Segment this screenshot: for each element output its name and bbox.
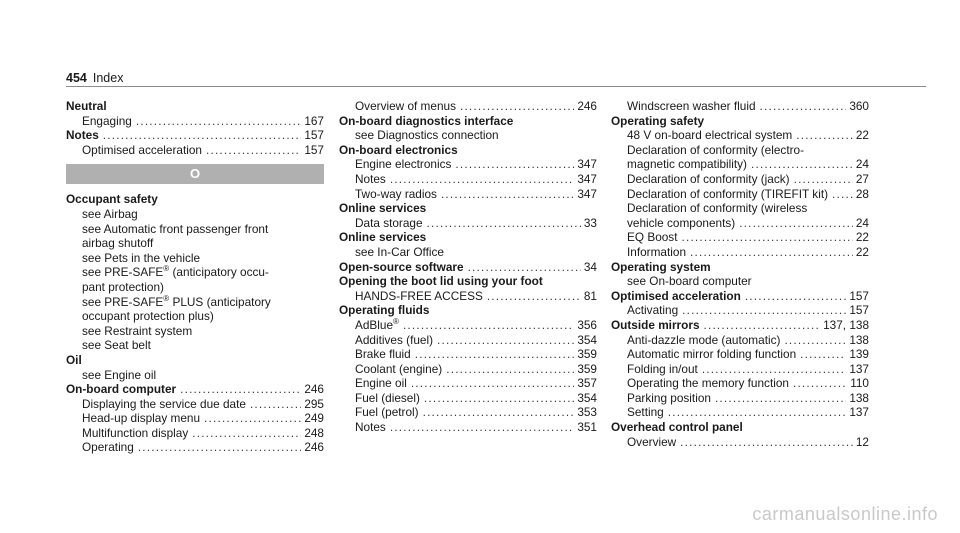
index-subentry[interactable]: magnetic compatibility) ..... 24 <box>611 157 869 172</box>
index-subentry[interactable]: Activating ..... 157 <box>611 303 869 318</box>
index-subentry[interactable]: HANDS-FREE ACCESS ..... 81 <box>339 289 597 304</box>
index-subentry[interactable]: Overview ..... 12 <box>611 435 869 450</box>
section-title: Index <box>92 71 124 85</box>
index-subentry[interactable]: 48 V on-board electrical system ..... 22 <box>611 128 869 143</box>
index-entry[interactable]: Optimised acceleration ..... 157 <box>611 289 869 304</box>
header-divider <box>66 86 926 87</box>
index-subentry[interactable]: Operating the memory function ..... 110 <box>611 376 869 391</box>
index-entry[interactable]: On-board computer ..... 246 <box>66 382 324 397</box>
index-subentry[interactable]: Displaying the service due date ..... 295 <box>66 397 324 412</box>
index-subentry[interactable]: Declaration of conformity (electro- <box>627 142 805 157</box>
index-subentry[interactable]: Declaration of conformity (wireless <box>627 201 808 216</box>
index-entry[interactable]: Outside mirrors ..... 137, 138 <box>611 318 869 333</box>
index-subentry[interactable]: Fuel (petrol) ..... 353 <box>339 405 597 420</box>
index-subentry[interactable]: Data storage ..... 33 <box>339 216 597 231</box>
index-subentry[interactable]: Anti-dazzle mode (automatic) ..... 138 <box>611 333 869 348</box>
page-header <box>66 71 123 85</box>
index-subentry[interactable]: Engaging ..... 167 <box>66 114 324 129</box>
cross-reference[interactable]: see Diagnostics connection <box>355 128 499 143</box>
index-entry: Opening the boot lid using your foot <box>339 274 543 289</box>
page-number: 454 <box>66 71 87 85</box>
index-entry: Operating system <box>611 259 711 274</box>
index-subentry[interactable]: Optimised acceleration ..... 157 <box>66 143 324 158</box>
index-subentry[interactable]: EQ Boost ..... 22 <box>611 230 869 245</box>
letter-heading: O <box>66 164 324 184</box>
index-subentry[interactable]: Operating ..... 246 <box>66 440 324 455</box>
cross-reference[interactable]: see PRE-SAFE® PLUS (anticipatory <box>82 293 271 309</box>
index-subentry[interactable]: vehicle components) ..... 24 <box>611 216 869 231</box>
cross-reference[interactable]: see Airbag <box>82 206 138 221</box>
index-entry: Online services <box>339 201 427 216</box>
index-subentry[interactable]: Engine electronics ..... 347 <box>339 157 597 172</box>
index-entry: Online services <box>339 230 427 245</box>
index-subentry[interactable]: Automatic mirror folding function ..... 139 <box>611 347 869 362</box>
cross-reference[interactable]: see Automatic front passenger front <box>82 221 269 236</box>
index-subentry[interactable]: Two-way radios ..... 347 <box>339 187 597 202</box>
index-entry[interactable]: Notes ..... 157 <box>66 128 324 143</box>
index-entry: Oil <box>66 352 82 367</box>
cross-reference[interactable]: see In-Car Office <box>355 244 444 259</box>
watermark: carmanualsonline.info <box>752 504 938 524</box>
cross-reference[interactable]: see On-board computer <box>627 274 752 289</box>
index-subentry[interactable]: Brake fluid ..... 359 <box>339 347 597 362</box>
index-entry: On-board electronics <box>339 142 458 157</box>
index-subentry[interactable]: Overview of menus ..... 246 <box>339 99 597 114</box>
index-column-1 <box>66 99 324 455</box>
index-column-3 <box>611 99 869 449</box>
index-entry: Operating safety <box>611 113 705 128</box>
index-subentry[interactable]: Notes ..... 351 <box>339 420 597 435</box>
cross-reference[interactable]: see Seat belt <box>82 338 151 353</box>
index-entry: Overhead control panel <box>611 420 743 435</box>
index-entry: On-board diagnostics interface <box>339 113 514 128</box>
cross-reference[interactable]: airbag shutoff <box>82 236 154 251</box>
index-entry: Operating fluids <box>339 303 430 318</box>
index-subentry[interactable]: Parking position ..... 138 <box>611 391 869 406</box>
index-subentry[interactable]: Engine oil ..... 357 <box>339 376 597 391</box>
cross-reference[interactable]: pant protection) <box>82 279 164 294</box>
index-column-2 <box>339 99 597 435</box>
index-subentry[interactable]: Folding in/out ..... 137 <box>611 362 869 377</box>
index-subentry[interactable]: Notes ..... 347 <box>339 172 597 187</box>
index-subentry[interactable]: Fuel (diesel) ..... 354 <box>339 391 597 406</box>
index-subentry[interactable]: Setting ..... 137 <box>611 405 869 420</box>
cross-reference[interactable]: see Restraint system <box>82 323 193 338</box>
index-subentry[interactable]: Head-up display menu ..... 249 <box>66 411 324 426</box>
index-entry: Neutral <box>66 99 107 113</box>
index-subentry[interactable]: AdBlue® ..... 356 <box>339 318 597 333</box>
index-subentry[interactable]: Multifunction display ..... 248 <box>66 426 324 441</box>
cross-reference[interactable]: see Pets in the vehicle <box>82 250 201 265</box>
cross-reference[interactable]: occupant protection plus) <box>82 309 214 324</box>
index-subentry[interactable]: Information ..... 22 <box>611 245 869 260</box>
index-subentry[interactable]: Additives (fuel) ..... 354 <box>339 333 597 348</box>
index-subentry[interactable]: Declaration of conformity (TIREFIT kit) ..... 28 <box>611 187 869 202</box>
index-subentry[interactable]: Windscreen washer fluid ..... 360 <box>611 99 869 114</box>
index-subentry[interactable]: Coolant (engine) ..... 359 <box>339 362 597 377</box>
index-subentry[interactable]: Declaration of conformity (jack) ..... 27 <box>611 172 869 187</box>
cross-reference[interactable]: see Engine oil <box>82 367 157 382</box>
cross-reference[interactable]: see PRE-SAFE® (anticipatory occu- <box>82 264 269 280</box>
index-entry: Occupant safety <box>66 192 158 207</box>
index-entry[interactable]: Open-source software ..... 34 <box>339 260 597 275</box>
